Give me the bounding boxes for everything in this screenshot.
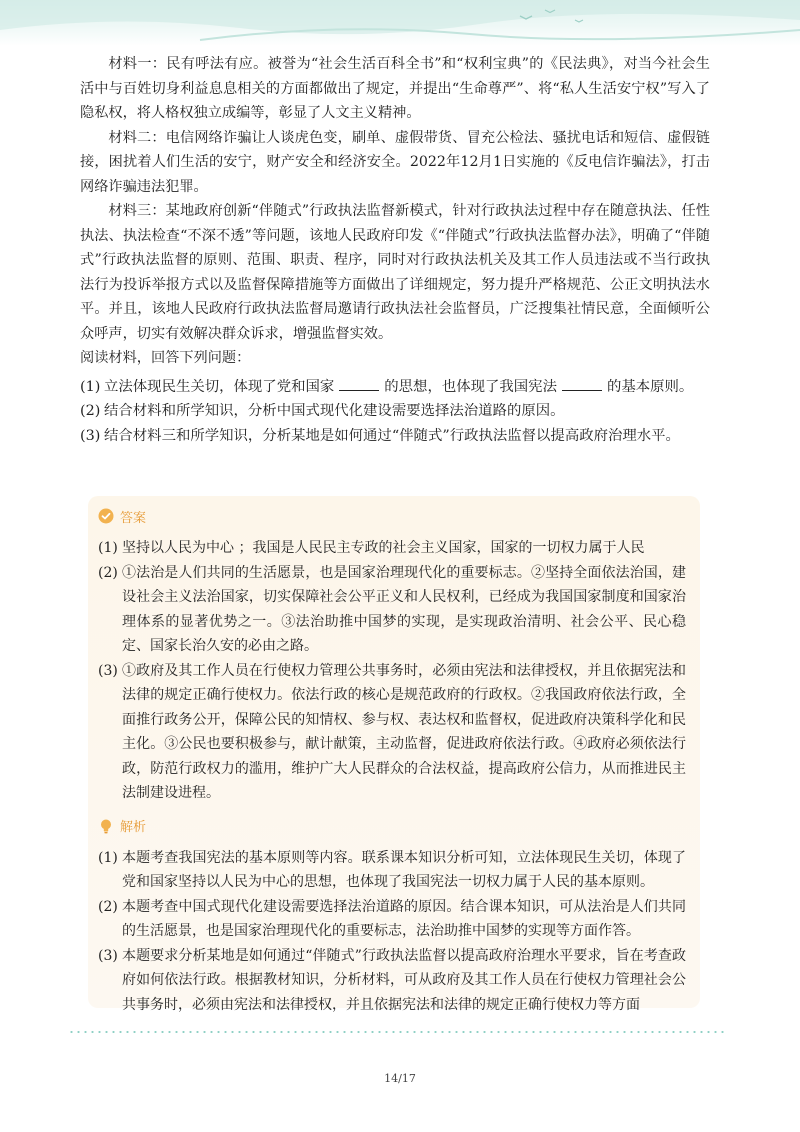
item-text: 坚持以人民为中心 ；我国是人民民主专政的社会主义国家，国家的一切权力属于人民: [122, 540, 645, 556]
answer-label: 答案: [120, 510, 147, 526]
analysis-item: [98, 895, 686, 944]
instruction: 阅读材料，回答下列问题：: [80, 350, 251, 366]
question-number: (2): [80, 403, 101, 419]
answer-blank-1: [339, 378, 379, 391]
dotted-divider: [68, 1031, 728, 1033]
analysis-item: [98, 944, 686, 1018]
answer-item: [98, 659, 686, 806]
question-3: [80, 424, 710, 449]
item-number: (2): [98, 564, 118, 581]
question-2: [80, 399, 710, 424]
page-number: 14/17: [384, 1072, 416, 1085]
analysis-item: [98, 846, 686, 895]
answer-item: [98, 536, 686, 561]
answer-blank-2: [562, 378, 602, 391]
analysis-label: 解析: [120, 820, 147, 835]
answer-tag: [98, 504, 686, 528]
material-1: 材料一：民有呼法有应。被誉为“社会生活百科全书”和“权利宝典”的《民法典》，对当今社会生活中与百姓切身利益息息相关的方面都做出了规定，并提出“生命尊严”、将“私人生活安宁权”写入了隐私权，将人格权独立成编等，彰显了人文主义精神。: [80, 56, 710, 121]
question-2-text: 结合材料和所学知识，分析中国式现代化建设需要选择法治道路的原因。: [104, 403, 565, 419]
item-text: 本题要求分析某地是如何通过“伴随式”行政执法监督以提高政府治理水平要求，旨在考查政府如何依法行政。根据教材知识，分析材料，可从政府及其工作人员在行使权力管理社会公共事务时，必须由宪法和法律授权，并且依据宪法和法律的规定正确行使权力等方面: [122, 947, 686, 1013]
question-section: [80, 44, 710, 448]
wave-birds-decoration: [0, 0, 800, 46]
item-number: (2): [98, 898, 118, 915]
header-decoration: [0, 0, 800, 46]
check-badge-icon: [98, 508, 114, 524]
item-text: ①法治是人们共同的生活愿景，也是国家治理现代化的重要标志。②坚持全面依法治国，建设社会主义法治国家，切实保障社会公平正义和人民权利，已经成为我国国家制度和国家治理体系的显著优势之一。③法治助推中国梦的实现，是实现政治清明、社会公平、民心稳定、国家长治久安的必由之路。: [122, 564, 686, 654]
answer-card: [88, 496, 700, 1013]
lightbulb-icon: [98, 818, 114, 834]
item-number: (3): [98, 662, 118, 679]
item-number: (1): [98, 849, 118, 866]
answer-item: [98, 561, 686, 659]
item-number: (3): [98, 947, 118, 964]
analysis-tag: [98, 814, 686, 838]
question-number: (1): [80, 378, 101, 395]
item-number: (1): [98, 540, 118, 556]
item-text: 本题考查我国宪法的基本原则等内容。联系课本知识分析可知，立法体现民生关切，体现了党和国家坚持以人民为中心的思想，也体现了我国宪法一切权力属于人民的基本原则。: [122, 849, 686, 890]
question-1-text-a: 立法体现民生关切，体现了党和国家: [104, 378, 335, 395]
question-number: (3): [80, 427, 101, 444]
material-2: 材料二：电信网络诈骗让人谈虎色变，刷单、虚假带货、冒充公检法、骚扰电话和短信、虚假链接，困扰着人们生活的安宁，财产安全和经济安全。2022年12月1日实施的《反电信诈骗法》，打击网络诈骗违法犯罪。: [80, 129, 710, 195]
question-1: [80, 375, 710, 400]
item-text: 本题考查中国式现代化建设需要选择法治道路的原因。结合课本知识，可从法治是人们共同的生活愿景，也是国家治理现代化的重要标志，法治助推中国梦的实现等方面作答。: [122, 898, 686, 939]
question-1-text-c: 的基本原则。: [606, 378, 694, 395]
item-text: ①政府及其工作人员在行使权力管理公共事务时，必须由宪法和法律授权，并且依据宪法和法律的规定正确行使权力。依法行政的核心是规范政府的行政权。②我国政府依法行政，全面推行政务公开，保障公民的知情权、参与权、表达权和监督权，促进政府决策科学化和民主化。③公民也要积极参与，献计献策，主动监督，促进政府依法行政。④政府必须依法行政，防范行政权力的滥用，维护广大人民群众的合法权益，提高政府公信力，从而推进民主法制建设进程。: [122, 662, 686, 801]
material-3: 材料三：某地政府创新“伴随式”行政执法监督新模式，针对行政执法过程中存在随意执法、任性执法、执法检查“不深不透”等问题，该地人民政府印发《“伴随式”行政执法监督办法》，明确了“伴随式”行政执法监督的原则、范围、职责、程序，同时对行政执法机关及其工作人员违法或不当行政执法行为投诉举报方式以及监督保障措施等方面做出了详细规定，努力提升严格规范、公正文明执法水平。并且，该地人民政府行政执法监督局邀请行政执法社会监督员，广泛搜集社情民意，全面倾听公众呼声，切实有效解决群众诉求，增强监督实效。: [80, 203, 710, 342]
question-1-text-b: 的思想，也体现了我国宪法: [384, 378, 557, 395]
question-3-text: 结合材料三和所学知识，分析某地是如何通过“伴随式”行政执法监督以提高政府治理水平。: [104, 427, 680, 444]
